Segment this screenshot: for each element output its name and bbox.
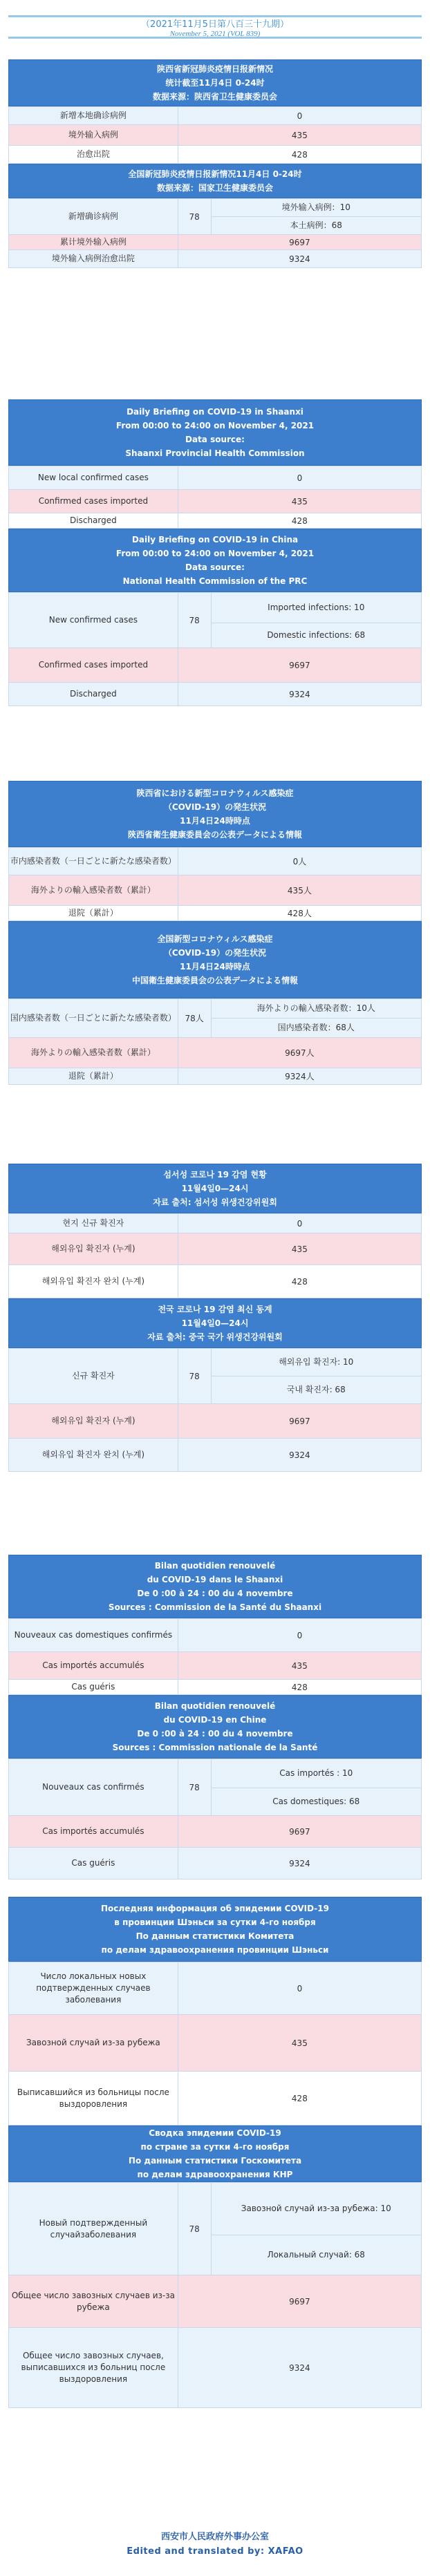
briefing-en [8,399,422,706]
imported-cases: 해외유입 확진자: 10 [211,1349,421,1376]
china-table-en [8,592,422,706]
row-label: Общее число завозных случаев, выписавшихся из больниц после выздоровления [9,2328,178,2408]
issue-date-en: November 5, 2021 (VOL 839) [169,30,261,38]
footer-credit: Edited and translated by: XAFAO [127,2546,303,2557]
row-value: 9324 [178,2328,421,2408]
new-cases-value: 78 [178,593,211,648]
row-label: Cas guéris [9,1680,178,1695]
new-cases-value: 78人 [178,999,211,1038]
shaanxi-table-en [8,466,422,529]
china-title-line: по делам здравоохранения КНР [137,2170,293,2179]
china-title-line: du COVID-19 en Chine [163,1715,267,1725]
table-row [9,146,422,164]
row-label: Cas guéris [9,1848,178,1879]
shaanxi-title-line: Daily Briefing on COVID-19 in Shaanxi [127,407,303,417]
row-value: 428 [178,2072,421,2125]
shaanxi-title-line: （COVID-19）の発生状況 [163,802,267,812]
china-title-ja [8,921,422,998]
shaanxi-title-line: 陝西省衛生健康委員会の公表データによる情報 [127,830,302,840]
row-value: 9697 [178,235,421,250]
table-row [9,2328,422,2408]
table-row [9,2015,422,2072]
row-value: 0 [178,1619,421,1652]
briefing-ru [8,1897,422,2408]
china-title-line: Sources : Commission nationale de la Santé [112,1743,318,1752]
row-label: Discharged [9,513,178,529]
row-label: Завозной случай из-за рубежа [9,2015,178,2072]
shaanxi-title-fr [8,1555,422,1618]
new-cases-label: Новый подтвержденный случайзаболевания [9,2183,178,2275]
table-row [9,1233,422,1265]
china-title-line: （COVID-19）の発生状況 [163,948,267,958]
row-label: 退院（累計） [9,1068,178,1085]
new-cases-label: 신규 확진자 [9,1349,178,1404]
new-cases-value: 78 [178,1349,211,1404]
row-value: 0人 [178,848,421,875]
china-title-line: 全国新冠肺炎疫情日报新情况11月4日 0-24时 [128,169,302,179]
shaanxi-table-ja [8,847,422,921]
new-cases-label: 国内感染者数（一日ごとに新たな感染者数） [9,999,178,1038]
china-title-line: De 0 :00 à 24 : 00 du 4 novembre [137,1729,293,1739]
table-row [9,683,422,706]
new-cases-label: 新增确诊病例 [9,199,178,235]
table-row [9,513,422,529]
row-label: Выписавшийся из больницы после выздоровления [9,2072,178,2125]
china-title-line: 全国新型コロナウィルス感染症 [157,934,273,944]
new-cases-label: New confirmed cases [9,593,178,648]
shaanxi-table-ko [8,1213,422,1298]
briefing-ko [8,1164,422,1472]
shaanxi-title-line: 11月4日24時時点 [180,816,250,826]
china-title-line: Сводка эпидемии COVID-19 [149,2128,281,2138]
row-value: 435人 [178,875,421,906]
row-label: 境外输入病例 [9,125,178,146]
imported-cases: Imported infections: 10 [211,593,421,623]
china-title-line: 전국 코로나 19 감염 최신 동계 [158,1305,272,1314]
table-row [9,235,422,250]
china-title-line: From 00:00 to 24:00 on November 4, 2021 [115,549,315,558]
row-label: 해외유입 확진자 완치 (누계) [9,1439,178,1472]
domestic-cases: 国内感染者数：68人 [211,1019,421,1038]
imported-cases: 境外输入病例：10 [211,199,421,217]
shaanxi-title-line: 陕西省新冠肺炎疫情日报新情况 [156,64,273,74]
china-title-line: 자료 출처: 중국 국가 위생건강위원회 [147,1332,283,1342]
row-value: 435 [178,490,421,513]
row-value: 428 [178,146,421,164]
row-label: 현지 신규 확진자 [9,1214,178,1233]
row-label: 海外よりの輸入感染者数（累計） [9,1038,178,1068]
table-row [9,199,422,217]
shaanxi-title-zh [8,59,422,106]
shaanxi-title-ru [8,1897,422,1962]
china-title-line: Bilan quotidien renouvelé [154,1701,276,1711]
china-title-line: 数据来源：国家卫生健康委员会 [156,183,273,193]
shaanxi-title-en [8,399,422,466]
domestic-cases: 本土病例：68 [211,217,421,235]
row-label: 市内感染者数（一日ごとに新たな感染者数） [9,848,178,875]
row-label: Confirmed cases imported [9,490,178,513]
row-label: Cas importés accumulés [9,1816,178,1848]
row-value: 435 [178,1233,421,1265]
row-value: 428 [178,1265,421,1298]
table-row [9,466,422,490]
table-row [9,648,422,683]
china-title-line: Data source: [185,562,245,572]
row-value: 0 [178,466,421,490]
page-footer [0,2529,430,2559]
issue-banner [8,15,422,39]
shaanxi-title-line: по делам здравоохранения провинции Шэньси [101,1945,329,1955]
row-label: Cas importés accumulés [9,1652,178,1680]
shaanxi-title-line: 统计截至11月4日 0-24时 [165,78,265,88]
shaanxi-title-ja [8,781,422,847]
china-title-line: 中国衛生健康委員会の公表データによる情報 [131,976,298,985]
table-row [9,1439,422,1472]
table-row [9,1848,422,1879]
row-value: 9697 [178,2275,421,2328]
shaanxi-title-ko [8,1164,422,1213]
row-value: 435 [178,125,421,146]
table-row [9,250,422,268]
row-value: 9324 [178,1848,421,1879]
row-value: 9697人 [178,1038,421,1068]
shaanxi-title-line: 数据来源：陕西省卫生健康委员会 [152,92,277,102]
row-value: 9324 [178,683,421,706]
row-label: 累计境外输入病例 [9,235,178,250]
row-value: 0 [178,1214,421,1233]
china-title-ko [8,1298,422,1348]
table-row [9,2072,422,2125]
row-value: 9324 [178,250,421,268]
china-title-line: по стране за сутки 4-го ноября [140,2142,290,2152]
row-label: 境外输入病例治愈出院 [9,250,178,268]
imported-cases: Завозной случай из-за рубежа: 10 [211,2183,421,2235]
shaanxi-title-line: Bilan quotidien renouvelé [154,1561,276,1571]
shaanxi-title-line: du COVID-19 dans le Shaanxi [147,1575,283,1584]
row-value: 9324 [178,1439,421,1472]
new-cases-value: 78 [178,1759,211,1816]
domestic-cases: Domestic infections: 68 [211,623,421,648]
table-row [9,1816,422,1848]
row-label: 退院（累計） [9,906,178,921]
shaanxi-title-line: 자료 출처: 섬서성 위생건강위원회 [153,1197,277,1207]
china-title-line: По данным статистики Госкомитета [128,2156,302,2166]
new-cases-value: 78 [178,199,211,235]
row-label: Nouveaux cas domestiques confirmés [9,1619,178,1652]
row-value: 9697 [178,648,421,683]
shaanxi-table-ru [8,1962,422,2125]
china-table-ja [8,998,422,1085]
table-row [9,1652,422,1680]
table-row [9,1038,422,1068]
china-table-zh [8,198,422,268]
china-table-fr [8,1759,422,1879]
page-header [0,0,430,51]
row-value: 9697 [178,1816,421,1848]
new-cases-value: 78 [178,2183,211,2275]
china-title-zh [8,164,422,198]
china-table-ru [8,2182,422,2408]
china-table-ko [8,1348,422,1472]
china-title-ru [8,2125,422,2182]
china-title-en [8,529,422,592]
table-row [9,2275,422,2328]
imported-cases: Cas importés : 10 [211,1759,421,1788]
shaanxi-title-line: 섬서성 코로나 19 감염 현황 [163,1170,267,1180]
shaanxi-title-line: From 00:00 to 24:00 on November 4, 2021 [115,421,315,430]
table-row [9,1759,422,1788]
shaanxi-title-line: Shaanxi Provincial Health Commission [125,448,305,458]
table-row [9,1680,422,1695]
issue-date-zh: （2021年11月5日第八百三十九期） [141,19,289,30]
footer-office: 西安市人民政府外事办公室 [160,2531,269,2541]
table-row [9,490,422,513]
row-label: Discharged [9,683,178,706]
shaanxi-title-line: De 0 :00 à 24 : 00 du 4 novembre [137,1589,293,1598]
row-value: 428 [178,1680,421,1695]
shaanxi-table-zh [8,106,422,164]
row-value: 9324人 [178,1068,421,1085]
row-value: 0 [178,1962,421,2015]
table-row [9,848,422,875]
briefing-ja [8,781,422,1085]
shaanxi-title-line: в провинции Шэньси за сутки 4-го ноября [114,1917,316,1927]
row-value: 0 [178,107,421,125]
table-row [9,1349,422,1376]
shaanxi-title-line: Sources : Commission de la Santé du Shaanxi [108,1602,322,1612]
row-label: Общее число завозных случаев из-за рубежа [9,2275,178,2328]
row-label: Confirmed cases imported [9,648,178,683]
table-row [9,906,422,921]
table-row [9,875,422,906]
table-row [9,1404,422,1439]
china-title-line: Daily Briefing on COVID-19 in China [131,535,299,544]
briefing-zh [8,59,422,268]
row-value: 435 [178,1652,421,1680]
domestic-cases: Cas domestiques: 68 [211,1788,421,1816]
shaanxi-title-line: 11월4일0—24시 [181,1184,249,1193]
row-label: 海外よりの輸入感染者数（累計） [9,875,178,906]
row-label: New local confirmed cases [9,466,178,490]
shaanxi-title-line: По данным статистики Комитета [135,1931,295,1941]
row-label: 해외유입 확진자 (누계) [9,1233,178,1265]
table-row [9,1265,422,1298]
row-value: 428 [178,513,421,529]
table-row [9,2183,422,2235]
domestic-cases: 국내 확진자: 68 [211,1376,421,1404]
imported-cases: 海外よりの輸入感染者数：10人 [211,999,421,1019]
china-title-fr [8,1695,422,1759]
row-value: 428人 [178,906,421,921]
table-row [9,1214,422,1233]
china-title-line: 11월4일0—24시 [181,1318,249,1328]
table-row [9,999,422,1019]
china-title-line: 11月4日24時時点 [180,962,250,972]
table-row [9,593,422,623]
shaanxi-table-fr [8,1618,422,1695]
shaanxi-title-line: Последняя информация об эпидемии COVID-19 [101,1904,329,1913]
briefing-fr [8,1555,422,1879]
row-label: 해외유입 확진자 (누계) [9,1404,178,1439]
row-label: 治愈出院 [9,146,178,164]
row-label: 新增本地确诊病例 [9,107,178,125]
table-row [9,1962,422,2015]
table-row [9,1619,422,1652]
shaanxi-title-line: 陝西省における新型コロナウィルス感染症 [136,788,294,798]
row-value: 435 [178,2015,421,2072]
shaanxi-title-line: Data source: [185,435,245,444]
new-cases-label: Nouveaux cas confirmés [9,1759,178,1816]
china-title-line: National Health Commission of the PRC [122,576,308,586]
row-label: Число локальных новых подтвержденных случаев заболевания [9,1962,178,2015]
row-value: 9697 [178,1404,421,1439]
domestic-cases: Локальный случай: 68 [211,2235,421,2275]
table-row [9,1068,422,1085]
table-row [9,125,422,146]
table-row [9,107,422,125]
row-label: 해외유입 확진자 완치 (누계) [9,1265,178,1298]
